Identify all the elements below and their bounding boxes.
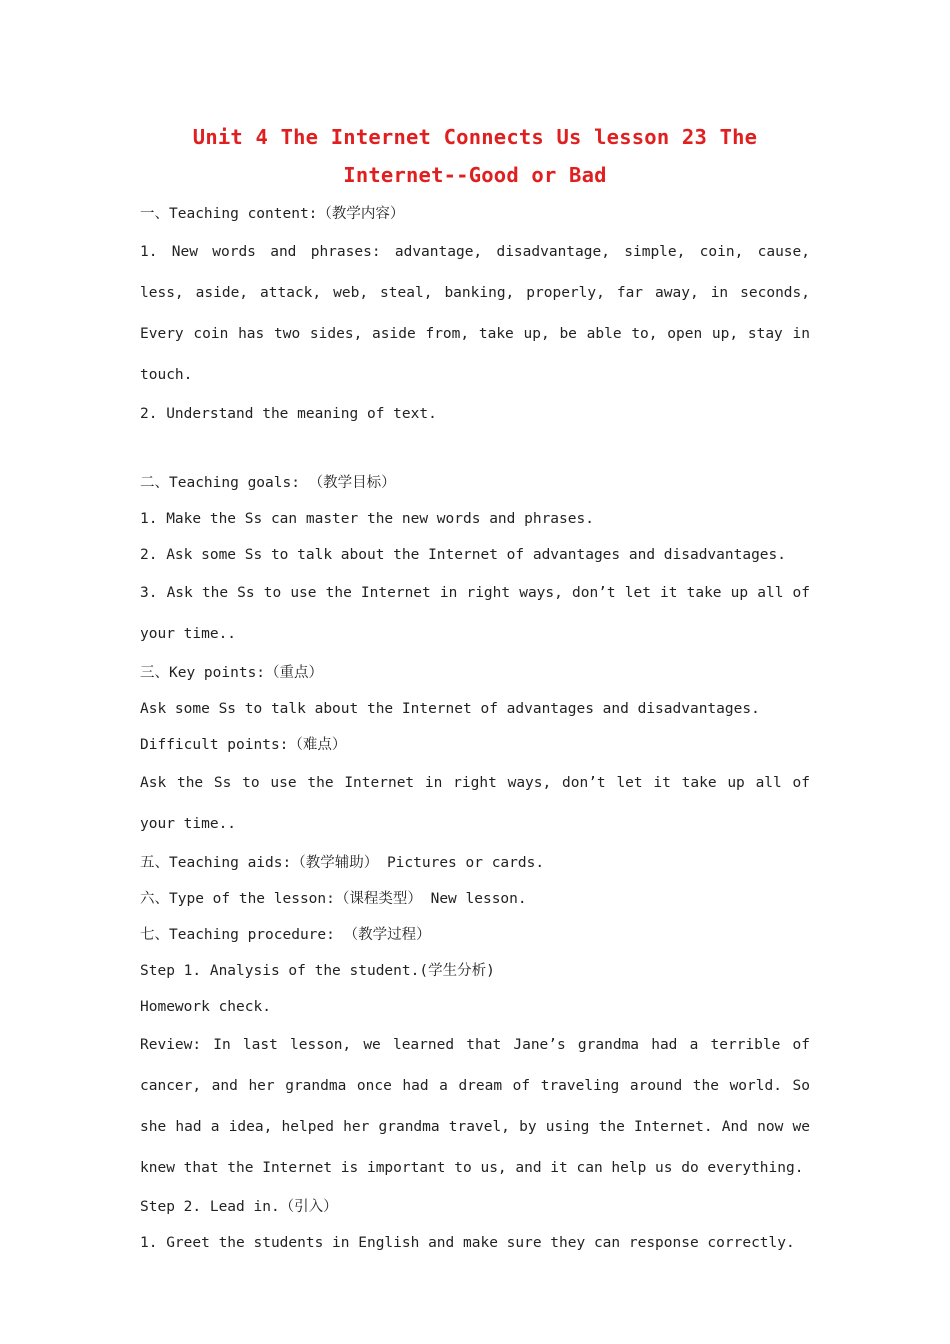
step-1-heading: Step 1. Analysis of the student.(学生分析) [140, 963, 495, 979]
goal-item-2: 2. Ask some Ss to talk about the Internet of advantages and disadvantages. [140, 547, 787, 563]
document-page [140, 118, 819, 1261]
difficult-points-heading: Difficult points:（难点） [140, 737, 347, 753]
key-points-heading: 三、Key points:（重点） [140, 665, 324, 681]
understand-text-item: 2. Understand the meaning of text. [140, 406, 437, 422]
teaching-procedure-heading: 七、Teaching procedure: （教学过程） [140, 927, 431, 943]
goal-item-3: 3. Ask the Ss to use the Internet in right ways, don’t let it take up all of your time.. [140, 585, 819, 642]
key-points-text: Ask some Ss to talk about the Internet of advantages and disadvantages. [140, 701, 760, 717]
step-2-heading: Step 2. Lead in.（引入） [140, 1199, 338, 1215]
teaching-goals-heading: 二、Teaching goals: （教学目标） [140, 475, 396, 491]
homework-check: Homework check. [140, 999, 271, 1015]
teaching-aids: 五、Teaching aids:（教学辅助） Pictures or cards. [140, 855, 545, 871]
document-title: Unit 4 The Internet Connects Us lesson 23 The Internet--Good or Bad [192, 125, 758, 187]
spacer [140, 432, 810, 465]
difficult-points-text: Ask the Ss to use the Internet in right ways, don’t let it take up all of your time.. [140, 775, 819, 832]
new-words-item: 1. New words and phrases: advantage, disadvantage, simple, coin, cause, less, aside, attack, web, steal, banking, properly, far away, in seconds, Every coin has two sides, aside from, take up, be able to, open up, stay in touch. [140, 244, 819, 383]
step-2-item-1: 1. Greet the students in English and make sure they can response correctly. [140, 1235, 795, 1251]
goal-item-1: 1. Make the Ss can master the new words and phrases. [140, 511, 594, 527]
review-paragraph: Review: In last lesson, we learned that Jane’s grandma had a terrible of cancer, and her grandma once had a dream of traveling around the world. So she had a idea, helped her grandma travel, by using the Internet. And now we knew that the Internet is important to us, and it can help us do everything. [140, 1037, 819, 1176]
teaching-content-heading: 一、Teaching content:（教学内容） [140, 206, 405, 222]
lesson-type: 六、Type of the lesson:（课程类型） New lesson. [140, 891, 527, 907]
